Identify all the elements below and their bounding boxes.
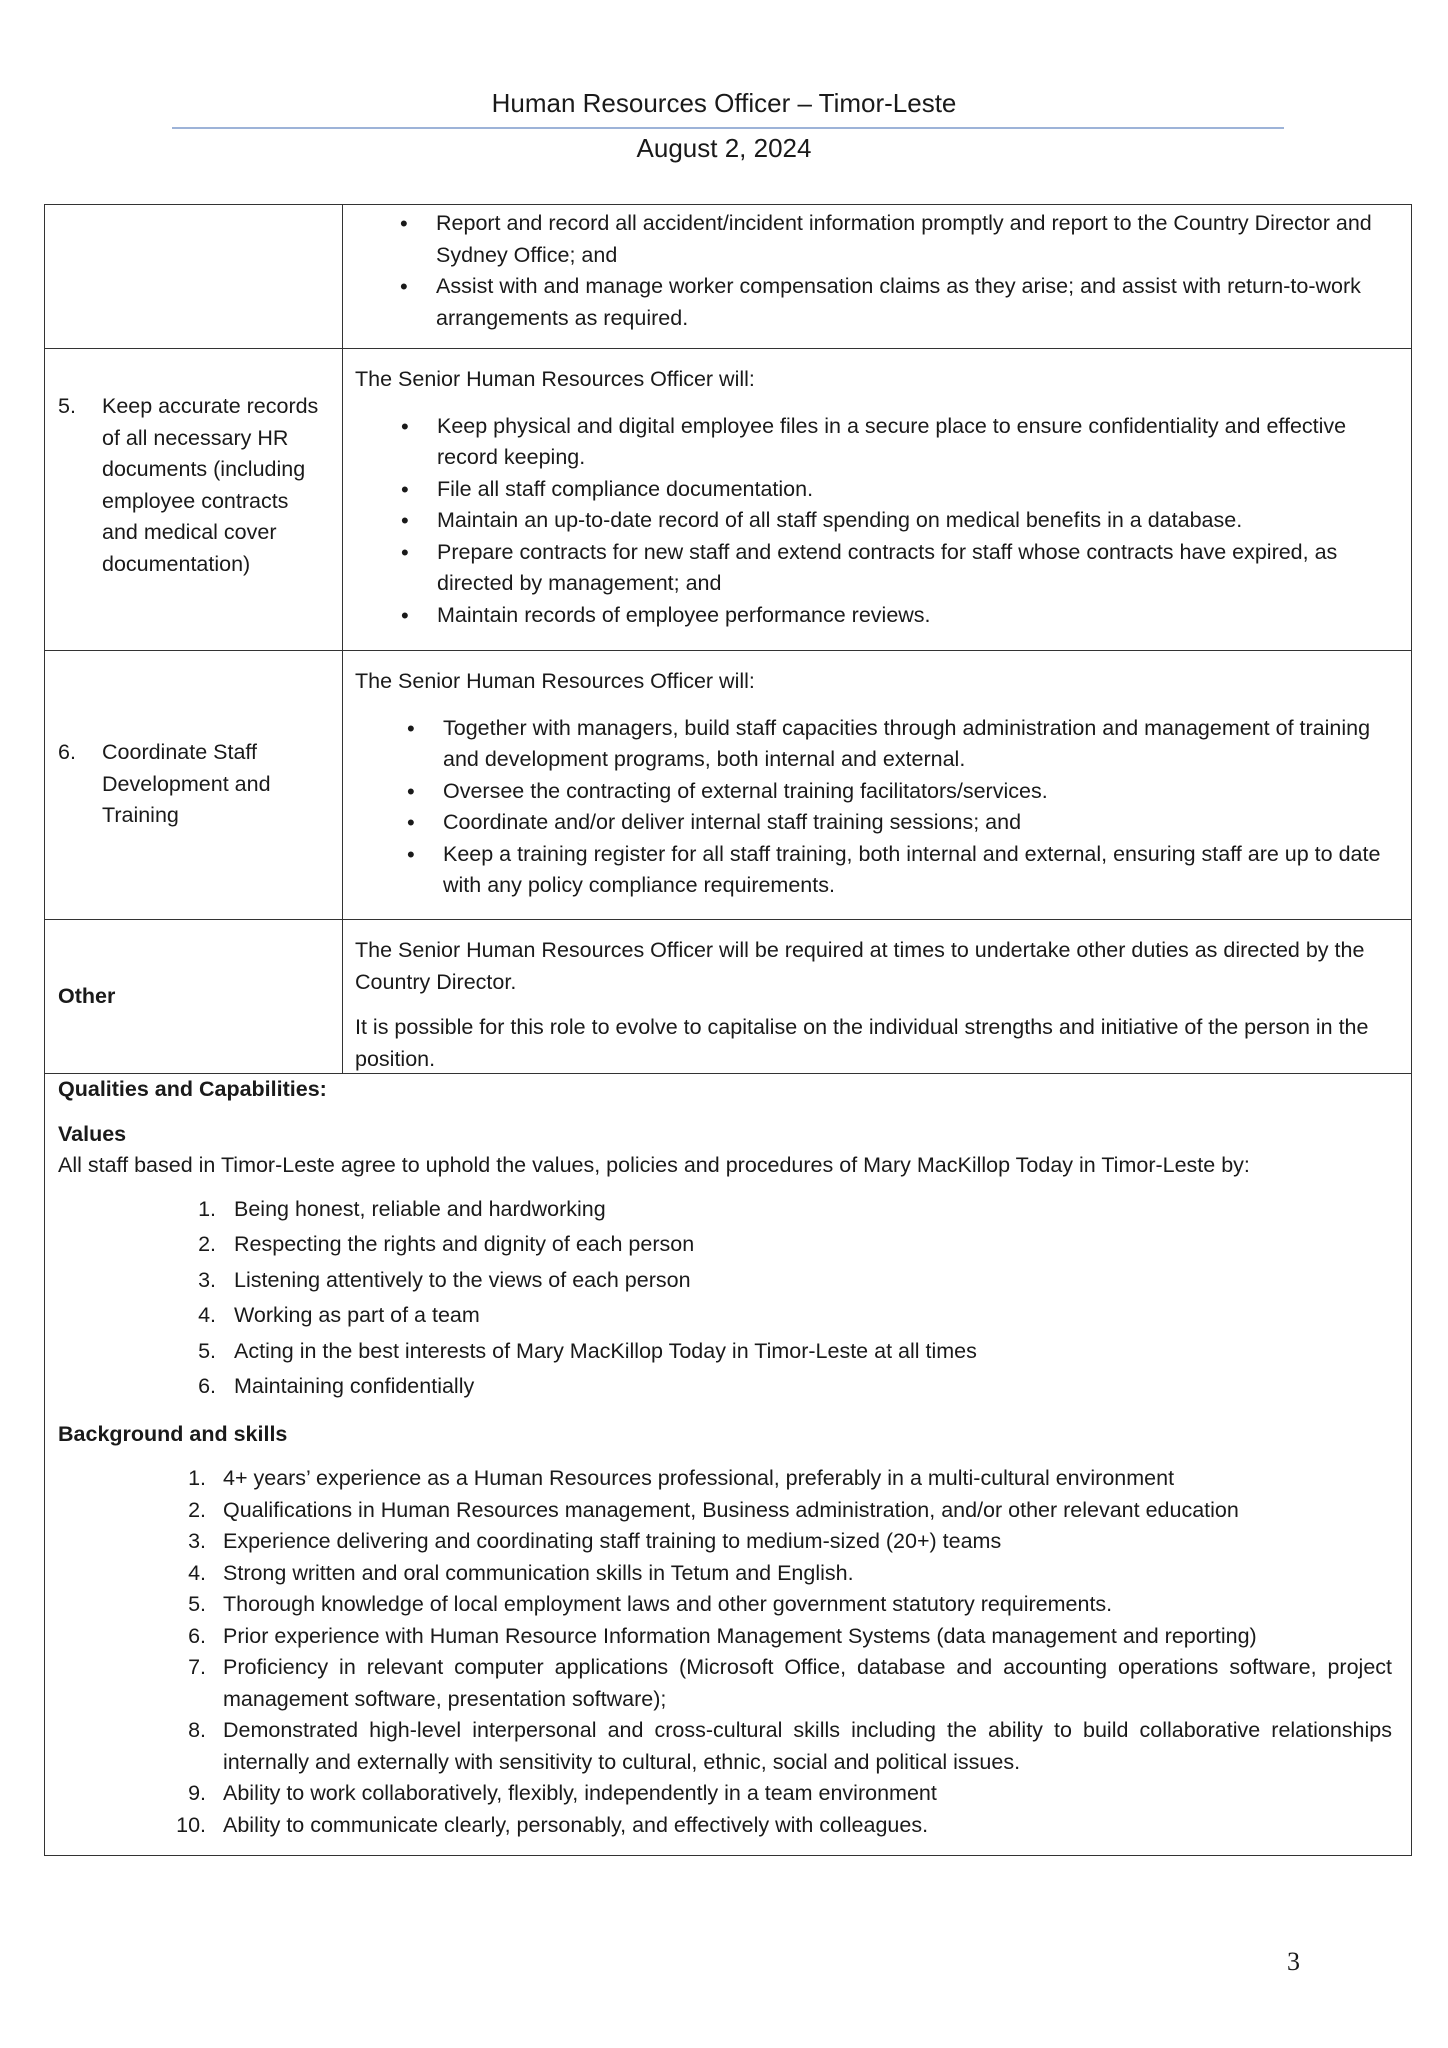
row6-intro: The Senior Human Resources Officer will: xyxy=(355,669,755,693)
skills-list xyxy=(58,1463,1392,1841)
list-item xyxy=(58,1589,1392,1621)
list-item xyxy=(58,1526,1392,1558)
list-item: • Maintain an up-to-date record of all staff spending on medical benefits in a database. xyxy=(355,505,1400,537)
list-number: 10. xyxy=(176,1812,206,1837)
list-item xyxy=(58,1334,1398,1370)
list-item xyxy=(58,1463,1392,1495)
list-item: • Maintain records of employee performance reviews. xyxy=(355,600,1400,632)
header-title: Human Resources Officer – Timor-Leste xyxy=(491,88,957,118)
list-number: 2. xyxy=(198,1232,216,1256)
row5-content xyxy=(355,364,1400,631)
list-item xyxy=(58,1298,1398,1334)
row5-label xyxy=(58,391,328,580)
continued-bullet-list xyxy=(354,208,1400,334)
list-item: • Keep physical and digital employee files in a secure place to ensure confidentiality and effective record keeping. xyxy=(355,411,1400,474)
list-number: 4. xyxy=(198,1303,216,1327)
values-intro: All staff based in Timor-Leste agree to uphold the values, policies and procedures of Mary MacKillop Today in Timor-Leste by: xyxy=(58,1153,1250,1177)
list-number: 1. xyxy=(198,1196,216,1221)
list-number: 5. xyxy=(198,1338,216,1363)
list-number: 6. xyxy=(188,1623,206,1648)
list-item xyxy=(58,1558,1392,1590)
row5-number: 5. xyxy=(58,394,76,418)
list-item: • Prepare contracts for new staff and extend contracts for staff whose contracts have expired, as directed by management; and xyxy=(355,537,1400,600)
page-number: 3 xyxy=(1287,1947,1300,1976)
values-list xyxy=(58,1192,1398,1405)
list-text: Thorough knowledge of local employment laws and other government statutory requirements. xyxy=(223,1592,1113,1616)
other-paragraph-1: The Senior Human Resources Officer will be required at times to undertake other duties as directed by the Country Director. xyxy=(355,938,1365,994)
list-item: • Keep a training register for all staff training, both internal and external, ensuring staff are up to date with any policy compliance requirements. xyxy=(355,839,1400,902)
list-text: Being honest, reliable and hardworking xyxy=(234,1196,606,1221)
list-item xyxy=(58,1227,1398,1263)
list-text: Working as part of a team xyxy=(234,1303,480,1327)
values-heading: Values xyxy=(58,1121,127,1146)
list-item xyxy=(58,1715,1392,1778)
list-text: Acting in the best interests of Mary MacKillop Today in Timor-Leste at all times xyxy=(234,1338,977,1363)
list-text: Qualifications in Human Resources management, Business administration, and/or other relevant education xyxy=(223,1497,1239,1522)
skills-heading: Background and skills xyxy=(58,1421,288,1446)
list-item xyxy=(58,1778,1392,1810)
list-number: 6. xyxy=(198,1374,216,1398)
row6-content xyxy=(355,666,1400,902)
list-text: Experience delivering and coordinating staff training to medium-sized (20+) teams xyxy=(223,1529,1002,1553)
list-number: 5. xyxy=(188,1592,206,1616)
other-label: Other xyxy=(58,984,116,1008)
list-text: Prior experience with Human Resource Information Management Systems (data management and reporting) xyxy=(223,1623,1257,1648)
list-text: Demonstrated high-level interpersonal and cross-cultural skills including the ability to build collaborative relationships internally and externally with sensitivity to cultural, ethnic, social and political issues. xyxy=(223,1718,1392,1774)
list-text: Respecting the rights and dignity of each person xyxy=(234,1232,695,1256)
row-divider xyxy=(44,650,1412,651)
list-text: Proficiency in relevant computer applications (Microsoft Office, database and accounting operations software, project management software, presentation software); xyxy=(223,1655,1392,1711)
row6-label xyxy=(58,737,328,832)
list-item xyxy=(58,1810,1392,1842)
row-divider xyxy=(44,919,1412,920)
list-item xyxy=(58,1621,1392,1653)
list-item: • Oversee the contracting of external training facilitators/services. xyxy=(355,776,1400,808)
list-number: 3. xyxy=(188,1529,206,1553)
qualities-section xyxy=(58,1074,1398,1841)
header-date: August 2, 2024 xyxy=(636,133,812,163)
list-number: 1. xyxy=(188,1466,206,1490)
list-text: Listening attentively to the views of each person xyxy=(234,1267,691,1292)
row-divider xyxy=(44,348,1412,349)
row5-label-text: Keep accurate records of all necessary HR documents (including employee contracts and medical cover documentation) xyxy=(102,394,319,576)
list-item: • Report and record all accident/incident information promptly and report to the Country Director and Sydney Office; and xyxy=(354,208,1400,271)
list-number: 4. xyxy=(188,1560,206,1585)
other-paragraph-2: It is possible for this role to evolve to capitalise on the individual strengths and initiative of the person in the position. xyxy=(355,1015,1369,1071)
list-text: Maintaining confidentially xyxy=(234,1374,475,1398)
list-number: 9. xyxy=(188,1781,206,1805)
list-item xyxy=(58,1495,1392,1527)
other-content xyxy=(355,935,1400,1075)
list-number: 7. xyxy=(188,1655,206,1679)
list-number: 3. xyxy=(198,1267,216,1292)
row6-bullet-list xyxy=(355,713,1400,902)
list-item: • Assist with and manage worker compensation claims as they arise; and assist with return-to-work arrangements as required. xyxy=(354,271,1400,334)
row5-intro: The Senior Human Resources Officer will: xyxy=(355,367,755,391)
list-item: • File all staff compliance documentation. xyxy=(355,474,1400,506)
header-rule xyxy=(172,127,1284,129)
list-text: Strong written and oral communication skills in Tetum and English. xyxy=(223,1560,854,1585)
list-text: Ability to communicate clearly, personably, and effectively with colleagues. xyxy=(223,1812,929,1837)
row6-number: 6. xyxy=(58,740,76,764)
list-item xyxy=(58,1369,1398,1405)
list-item xyxy=(58,1652,1392,1715)
list-text: 4+ years’ experience as a Human Resources professional, preferably in a multi-cultural environment xyxy=(223,1466,1175,1490)
row5-bullet-list xyxy=(355,411,1400,632)
list-number: 8. xyxy=(188,1718,206,1742)
list-item xyxy=(58,1263,1398,1299)
list-item xyxy=(58,1192,1398,1228)
qualities-heading: Qualities and Capabilities: xyxy=(58,1077,327,1101)
list-item: • Coordinate and/or deliver internal staff training sessions; and xyxy=(355,807,1400,839)
list-number: 2. xyxy=(188,1497,206,1522)
table-row-continued xyxy=(354,208,1400,334)
list-item: • Together with managers, build staff capacities through administration and management of training and development programs, both internal and external. xyxy=(355,713,1400,776)
list-text: Ability to work collaboratively, flexibly, independently in a team environment xyxy=(223,1781,937,1805)
row6-label-text: Coordinate Staff Development and Training xyxy=(102,740,271,827)
table-column-divider xyxy=(342,204,343,1073)
